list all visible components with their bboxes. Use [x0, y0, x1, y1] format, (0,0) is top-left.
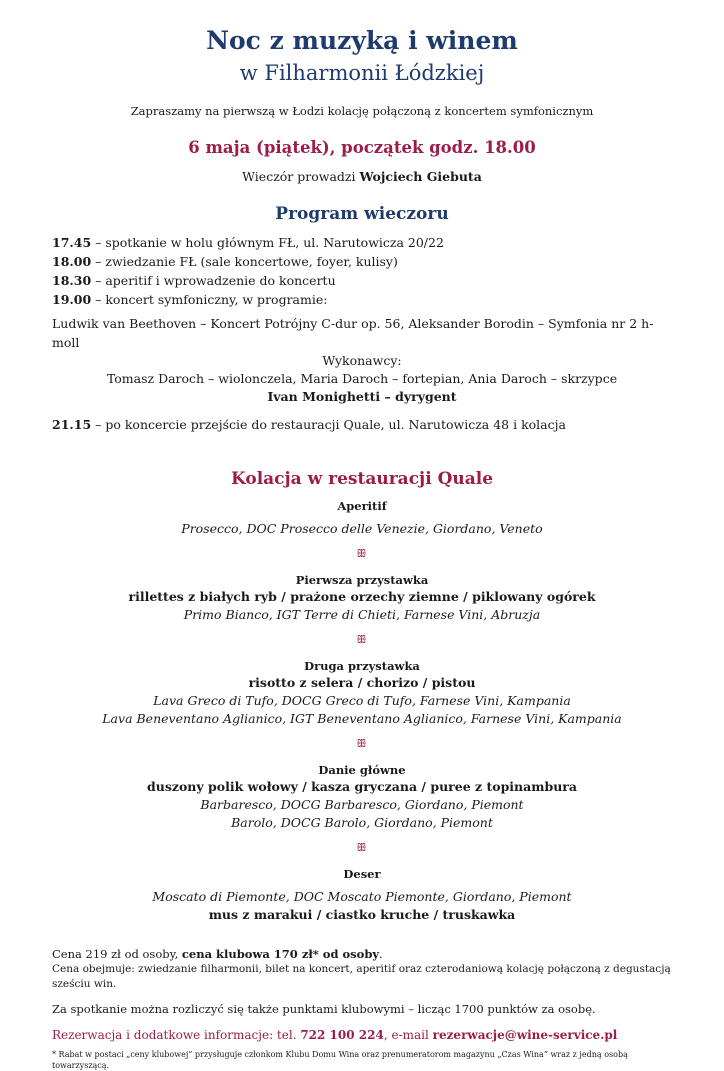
- price-includes: Cena obejmuje: zwiedzanie filharmonii, bilet na koncert, aperitif oraz czterodaniową kolację połączoną z degustacją sześciu win.: [52, 963, 671, 990]
- program-time: 21.15: [52, 417, 92, 432]
- ornament-icon: ꕥ: [356, 547, 368, 560]
- dish: rillettes z białych ryb / prażone orzechy ziemne / piklowany ogórek: [128, 589, 596, 604]
- price-suffix: .: [379, 947, 383, 961]
- course-name: Druga przystawka: [304, 659, 420, 673]
- event-title: Noc z muzyką i winem: [206, 26, 518, 55]
- program-item-after: [52, 415, 672, 434]
- concert-program: Ludwik van Beethoven – Koncert Potrójny C-dur op. 56, Aleksander Borodin – Symfonia nr 2 h-moll: [52, 316, 654, 350]
- dish: risotto z selera / chorizo / pistou: [248, 675, 476, 690]
- wine-pairing: Lava Beneventano Aglianico, IGT Beneventano Aglianico, Farnese Vini, Kampania: [102, 711, 622, 726]
- program-time: 17.45: [52, 235, 92, 250]
- program-text: – koncert symfoniczny, w programie:: [91, 292, 328, 307]
- program-text: – po koncercie przejście do restauracji Quale, ul. Narutowicza 48 i kolacja: [91, 417, 566, 432]
- program-item: [52, 252, 672, 271]
- reservation-prefix: Rezerwacja i dodatkowe informacje: tel.: [52, 1028, 301, 1042]
- dish: duszony polik wołowy / kasza gryczana / puree z topinambura: [147, 779, 577, 794]
- club-points-info: Za spotkanie można rozliczyć się także punktami klubowymi – licząc 1700 punktów za osobę.: [52, 1002, 596, 1016]
- program-item: [52, 233, 672, 252]
- program-item: [52, 271, 672, 290]
- program-text: – aperitif i wprowadzenie do koncertu: [91, 273, 336, 288]
- dinner-menu: [52, 498, 672, 924]
- invite-text: Zapraszamy na pierwszą w Łodzi kolację połączoną z koncertem symfonicznym: [130, 104, 594, 118]
- performers-label: Wykonawcy:: [322, 353, 402, 368]
- host-prefix: Wieczór prowadzi: [242, 169, 360, 184]
- program-text: – zwiedzanie FŁ (sale koncertowe, foyer, kulisy): [91, 254, 398, 269]
- menu-course: [52, 572, 672, 624]
- wine-pairing: Lava Greco di Tufo, DOCG Greco di Tufo, Farnese Vini, Kampania: [153, 693, 571, 708]
- program-heading: Program wieczoru: [275, 204, 449, 224]
- menu-course: [52, 762, 672, 832]
- course-name: Aperitif: [337, 499, 387, 513]
- course-name: Pierwsza przystawka: [295, 573, 429, 587]
- ornament-icon: ꕥ: [356, 633, 368, 646]
- host-name: Wojciech Giebuta: [359, 169, 482, 184]
- program-item: [52, 290, 672, 309]
- performers: Tomasz Daroch – wiolonczela, Maria Daroch – fortepian, Ania Daroch – skrzypce: [106, 371, 618, 386]
- wine-pairing: Moscato di Piemonte, DOC Moscato Piemonte, Giordano, Piemont: [152, 889, 572, 904]
- reservation-info: [52, 1027, 672, 1044]
- program-time: 18.30: [52, 273, 92, 288]
- menu-course: [52, 658, 672, 728]
- reservation-email[interactable]: rezerwacje@wine-service.pl: [432, 1028, 618, 1042]
- event-subtitle: w Filharmonii Łódzkiej: [239, 61, 485, 85]
- program-text: – spotkanie w holu głównym FŁ, ul. Narutowicza 20/22: [91, 235, 444, 250]
- footnote: * Rabat w postaci „ceny klubowej” przysługuje członkom Klubu Domu Wina oraz prenumeratorom magazynu „Czas Wina” wraz z jedną osobą towarzyszącą.: [52, 1050, 628, 1070]
- wine-pairing: Prosecco, DOC Prosecco delle Venezie, Giordano, Veneto: [181, 521, 543, 536]
- price-prefix: Cena 219 zł od osoby,: [52, 947, 182, 961]
- wine-pairing: Barbaresco, DOCG Barbaresco, Giordano, Piemont: [200, 797, 524, 812]
- conductor: [52, 388, 672, 406]
- menu-course: [52, 866, 672, 924]
- ornament-icon: ꕥ: [356, 737, 368, 750]
- event-date: 6 maja (piątek), początek godz. 18.00: [188, 138, 536, 157]
- menu-course: [52, 498, 672, 538]
- ornament-icon: ꕥ: [356, 841, 368, 854]
- dinner-heading: Kolacja w restauracji Quale: [230, 469, 494, 489]
- price-line: [52, 946, 672, 962]
- reservation-phone[interactable]: 722 100 224: [300, 1028, 384, 1042]
- program-time: 19.00: [52, 292, 92, 307]
- course-name: Danie główne: [318, 763, 406, 777]
- course-name: Deser: [343, 867, 381, 881]
- club-price: cena klubowa 170 zł* od osoby: [181, 947, 380, 961]
- dish: mus z marakui / ciastko kruche / truskawka: [208, 907, 516, 922]
- conductor-name: Ivan Monighetti – dyrygent: [267, 389, 457, 404]
- wine-pairing: Barolo, DOCG Barolo, Giordano, Piemont: [231, 815, 493, 830]
- wine-pairing: Primo Bianco, IGT Terre di Chieti, Farnese Vini, Abruzja: [183, 607, 541, 622]
- program-time: 18.00: [52, 254, 92, 269]
- reservation-mid: , e-mail: [383, 1028, 433, 1042]
- host-line: [52, 168, 672, 185]
